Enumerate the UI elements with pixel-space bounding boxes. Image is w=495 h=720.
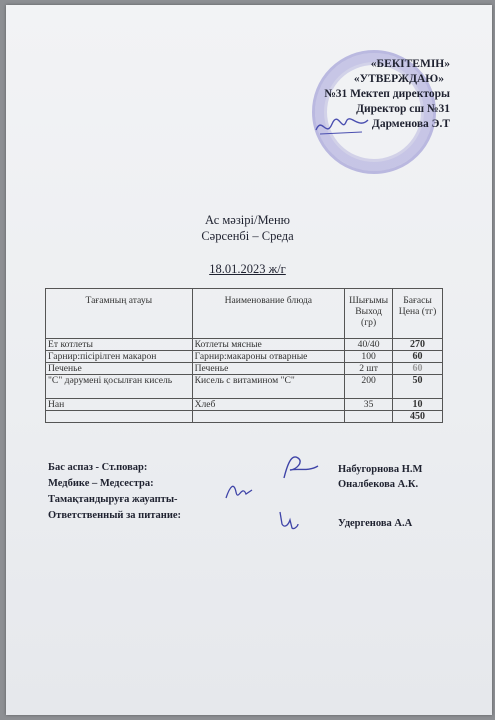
menu-day: Сәрсенбі – Среда [201,229,294,243]
cell-yield: 2 шт [345,363,393,375]
cell-price: 270 [393,339,443,351]
header-yield: Шығымы Выход (гр) [345,289,393,339]
cell-price: 60 [393,363,443,375]
cell-name-kz: Нан [46,399,193,411]
table-row [46,351,443,363]
cell-name-ru: Хлеб [192,399,345,411]
approval-block [324,57,450,132]
responsible-role-ru: Ответственный за питание: [48,510,182,521]
menu-date: 18.01.2023 ж/г [209,262,286,276]
cell-name-ru: Гарнир:макароны отварные [192,351,345,363]
cell-name-ru: Кисель с витамином "С" [192,375,345,399]
total-price: 450 [393,411,443,423]
cell-yield: 40/40 [345,339,393,351]
total-empty-cell [192,411,345,423]
cell-name-ru: Котлеты мясные [192,339,345,351]
cell-name-kz: "С" дәрумені қосылған кисель [46,375,193,399]
nurse-role: Медбике – Медсестра: [48,478,154,489]
table-row [46,363,443,375]
approval-line-ru: «УТВЕРЖДАЮ» [353,73,444,85]
nurse-signature [222,478,256,502]
approval-school-kz: №31 Мектеп директоры [324,88,450,100]
responsible-name: Удергенова А.А [338,518,413,529]
cell-yield: 200 [345,375,393,399]
approval-school-ru: Директор сш №31 [356,103,450,115]
table-row [46,375,443,399]
cook-role: Бас аспаз - Ст.повар: [48,462,148,473]
cell-yield: 100 [345,351,393,363]
menu-table [45,288,443,423]
responsible-signature [274,506,302,534]
total-empty-cell [345,411,393,423]
nurse-name: Оналбекова А.К. [338,479,419,490]
approval-line-kz: «БЕКІТЕМІН» [370,58,450,70]
table-total-row [46,411,443,423]
approval-director-name: Дарменова Э.Т [371,118,450,130]
cell-name-kz: Печенье [46,363,193,375]
header-name-ru: Наименование блюда [192,289,345,339]
menu-title: Ас мәзірі/Меню [205,213,290,227]
cell-price: 60 [393,351,443,363]
header-price: Бағасы Цена (тг) [393,289,443,339]
table-header-row [46,289,443,339]
cell-name-ru: Печенье [192,363,345,375]
table-row [46,399,443,411]
table-row [46,339,443,351]
cook-signature [278,452,322,482]
cell-name-kz: Гарнир:пісірілген макарон [46,351,193,363]
cook-name: Набугорнова Н.М [338,464,423,475]
cell-price: 50 [393,375,443,399]
total-empty-cell [46,411,193,423]
header-name-kz: Тағамның атауы [46,289,193,339]
cell-yield: 35 [345,399,393,411]
responsible-role-kz: Тамақтандыруға жауапты- [48,494,178,505]
cell-price: 10 [393,399,443,411]
cell-name-kz: Ет котлеты [46,339,193,351]
